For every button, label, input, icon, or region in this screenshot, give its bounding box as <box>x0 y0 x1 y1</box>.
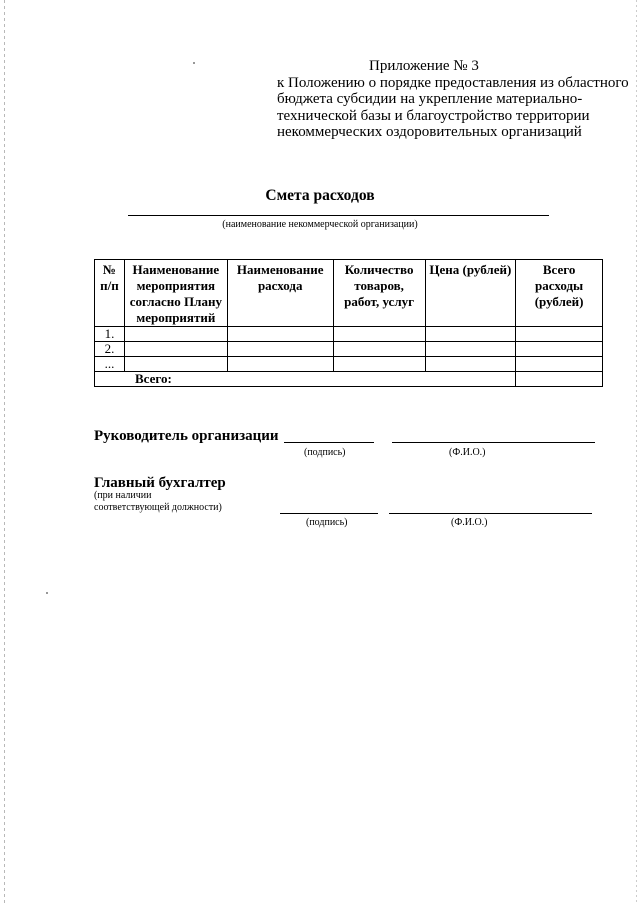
chief-accountant-note <box>94 490 222 514</box>
column-header: Цена (рублей) <box>425 260 516 327</box>
table-total-row <box>95 372 603 387</box>
scan-edge-right <box>636 0 637 905</box>
appendix-line: к Положению о порядке предоставления из областного <box>277 74 629 91</box>
table-cell[interactable] <box>124 357 227 372</box>
row-number: 2. <box>95 342 125 357</box>
row-number: ... <box>95 357 125 372</box>
table-cell[interactable] <box>425 327 516 342</box>
column-header: Всего расходы (рублей) <box>516 260 603 327</box>
table-cell[interactable] <box>516 327 603 342</box>
scan-edge-left <box>4 0 5 905</box>
table-cell[interactable] <box>333 357 425 372</box>
table-cell[interactable] <box>516 357 603 372</box>
table-cell[interactable] <box>124 342 227 357</box>
accountant-name-line[interactable] <box>389 513 592 514</box>
chief-accountant-label: Главный бухгалтер <box>94 475 226 491</box>
appendix-line: некоммерческих оздоровительных организаций <box>277 124 582 140</box>
column-header: № п/п <box>95 260 125 327</box>
table-row <box>95 327 603 342</box>
accountant-signature-line[interactable] <box>280 513 378 514</box>
table-row <box>95 342 603 357</box>
row-number: 1. <box>95 327 125 342</box>
head-signature-line[interactable] <box>284 442 374 443</box>
table-cell[interactable] <box>227 327 333 342</box>
document-title: Смета расходов <box>265 187 375 204</box>
table-cell[interactable] <box>227 357 333 372</box>
appendix-number: Приложение № 3 <box>369 58 479 74</box>
table-cell[interactable] <box>333 327 425 342</box>
table-header-row <box>95 260 603 327</box>
appendix-line: технической базы и благоустройство территории <box>277 107 590 124</box>
table-cell[interactable] <box>333 342 425 357</box>
accountant-signature-caption: (подпись) <box>306 517 348 528</box>
table-row <box>95 357 603 372</box>
appendix-line: бюджета субсидии на укрепление материально- <box>277 91 583 107</box>
org-name-line[interactable] <box>128 215 549 216</box>
total-value-cell[interactable] <box>516 372 603 387</box>
scan-speck <box>193 62 195 64</box>
column-header: Наименование мероприятия согласно Плану мероприятий <box>124 260 227 327</box>
chief-accountant-note-line: соответствующей должности) <box>94 502 222 513</box>
head-name-line[interactable] <box>392 442 595 443</box>
head-name-caption: (Ф.И.О.) <box>449 447 486 458</box>
head-signature-caption: (подпись) <box>304 447 346 458</box>
table-cell[interactable] <box>227 342 333 357</box>
total-spacer <box>227 372 515 387</box>
column-header: Количество товаров, работ, услуг <box>333 260 425 327</box>
table-cell[interactable] <box>124 327 227 342</box>
chief-accountant-note-line: (при наличии <box>94 490 152 501</box>
table-cell[interactable] <box>425 357 516 372</box>
total-label: Всего: <box>95 372 228 387</box>
scan-speck <box>46 592 48 594</box>
org-name-caption: (наименование некоммерческой организации) <box>222 219 418 230</box>
table-cell[interactable] <box>516 342 603 357</box>
head-of-org-label: Руководитель организации <box>94 428 279 444</box>
appendix-header <box>277 58 629 141</box>
table-cell[interactable] <box>425 342 516 357</box>
accountant-name-caption: (Ф.И.О.) <box>451 517 488 528</box>
estimate-table <box>94 259 603 387</box>
column-header: Наименование расхода <box>227 260 333 327</box>
